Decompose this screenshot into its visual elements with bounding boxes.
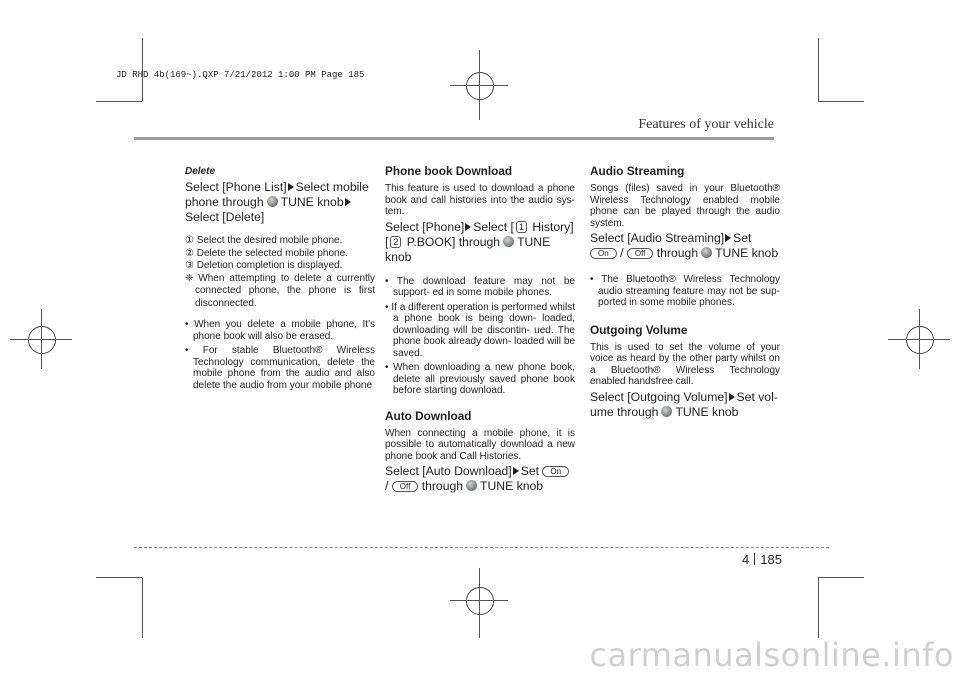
arrow-icon — [345, 198, 351, 206]
instruction-text: TUNE knob — [715, 246, 779, 260]
crop-mark — [818, 101, 864, 102]
instruction-text: TUNE knob — [480, 479, 544, 493]
header-rule — [134, 137, 774, 140]
page-number-value: 185 — [760, 552, 782, 567]
paragraph: When connecting a mobile phone, it is possible to automatically download a new phone book and Call Histories. — [385, 427, 575, 462]
crop-mark — [96, 577, 142, 578]
registration-line — [888, 339, 950, 340]
crop-mark — [818, 38, 819, 101]
page-header: Features of your vehicle — [638, 117, 774, 132]
arrow-icon — [288, 183, 294, 191]
key-1-icon: 1 — [516, 221, 527, 233]
bullet: • For stable Bluetooth® Wireless Technology communication, delete the mobile phone from the audio and also delete the audio from your mobile phone — [185, 345, 375, 391]
instruction-text: Select [ — [473, 219, 514, 234]
registration-target-icon — [466, 72, 494, 100]
tune-knob-icon — [267, 196, 278, 207]
on-button-icon: On — [542, 466, 569, 477]
instruction-text: Select [Phone List] — [185, 180, 287, 194]
instruction-text: / — [620, 246, 624, 260]
on-button-icon: On — [590, 248, 617, 259]
arrow-icon — [729, 393, 735, 401]
instruction-text: History] — [528, 219, 574, 234]
bullet: • The Bluetooth® Wireless Technology audio streaming feature may not be sup- ported in some mobile phones. — [590, 274, 780, 308]
instruction-text: TUNE knob — [280, 195, 344, 209]
instruction — [185, 180, 375, 225]
registration-target-icon — [466, 587, 494, 615]
instruction — [385, 464, 575, 494]
off-button-icon: Off — [627, 248, 654, 259]
instruction-text: TUNE knob — [675, 404, 739, 419]
arrow-icon — [725, 234, 731, 242]
bullet: • The download feature may not be support- ed in some mobile phones. — [385, 275, 575, 298]
instruction-text: Select [Phone] — [385, 219, 465, 234]
tune-knob-icon — [661, 406, 672, 417]
instruction-text: [ — [385, 234, 389, 249]
step: ③ Deletion completion is displayed. — [185, 260, 343, 271]
key-2-icon: 2 — [390, 236, 401, 248]
crop-mark — [818, 578, 819, 638]
watermark: carmanualsonline.info — [589, 636, 954, 674]
crop-mark — [142, 578, 143, 638]
crop-mark — [818, 577, 864, 578]
arrow-icon — [465, 223, 471, 231]
tune-knob-icon — [503, 236, 514, 247]
section-heading: Outgoing Volume — [590, 322, 688, 337]
column-audio-streaming — [590, 165, 780, 422]
off-button-icon: Off — [392, 481, 419, 492]
page-number — [742, 552, 782, 567]
instruction — [590, 390, 780, 420]
registration-line — [10, 339, 72, 340]
instruction-text: Select [Audio Streaming] — [590, 231, 725, 245]
step: ① Select the desired mobile phone. — [185, 235, 343, 246]
crop-mark — [96, 101, 142, 102]
column-delete — [185, 165, 375, 394]
bullet: • When downloading a new phone book, delete all previously saved phone book before starting download. — [385, 362, 575, 396]
instruction-text: Set — [520, 464, 539, 478]
chapter-number: 4 — [742, 552, 750, 567]
paragraph: This feature is used to download a phone book and call histories into the audio sys- tem. — [385, 183, 575, 217]
instruction-text: / — [385, 479, 389, 493]
print-slug: JD RHD 4b(169~).QXP 7/21/2012 1:00 PM Page 185 — [116, 70, 365, 80]
section-heading: Phone book Download — [385, 164, 513, 178]
instruction-text: through — [421, 479, 464, 493]
column-phone-book — [385, 165, 575, 496]
registration-line — [450, 600, 508, 601]
instruction-text: through — [656, 246, 699, 260]
registration-target-icon — [906, 326, 934, 354]
section-heading: Audio Streaming — [590, 164, 685, 178]
arrow-icon — [513, 467, 519, 475]
tune-knob-icon — [701, 247, 712, 258]
instruction-text: Select [Outgoing Volume] — [590, 389, 728, 404]
instruction-text: TUNE knob — [385, 234, 551, 264]
bullet: • If a different operation is performed whilst a phone book is being down- loaded, downloading will be discontin- ued. The phone book already down- loaded will be saved. — [385, 301, 575, 359]
section-heading: Auto Download — [385, 408, 472, 423]
footer-rule — [134, 547, 829, 548]
instruction-text: Select mobile phone through — [185, 180, 369, 209]
instruction-text: Set vol- ume through — [590, 389, 778, 419]
note: ❈ When attempting to delete a currently connected phone, the phone is first disconnected. — [185, 272, 375, 309]
paragraph: This is used to set the volume of your voice as heard by the other party whilst on a Bluetooth® Wireless Technology enabled handsfree call. — [590, 341, 780, 387]
registration-line — [450, 85, 508, 86]
instruction-text: Select [Delete] — [185, 210, 265, 224]
tune-knob-icon — [466, 480, 477, 491]
bullet: • When you delete a mobile phone, It's phone book will also be erased. — [185, 319, 375, 342]
instruction — [385, 220, 575, 265]
instruction-text: Set — [733, 231, 752, 245]
registration-target-icon — [28, 326, 56, 354]
paragraph: Songs (files) saved in your Bluetooth® Wireless Technology enabled mobile phone can be played through the audio system. — [590, 183, 780, 229]
instruction — [590, 231, 780, 261]
step: ② Delete the selected mobile phone. — [185, 247, 348, 259]
instruction-text: Select [Auto Download] — [385, 464, 512, 478]
registration-line — [479, 568, 480, 638]
instruction-text: P.BOOK] through — [403, 234, 501, 249]
section-heading: Delete — [185, 166, 216, 177]
